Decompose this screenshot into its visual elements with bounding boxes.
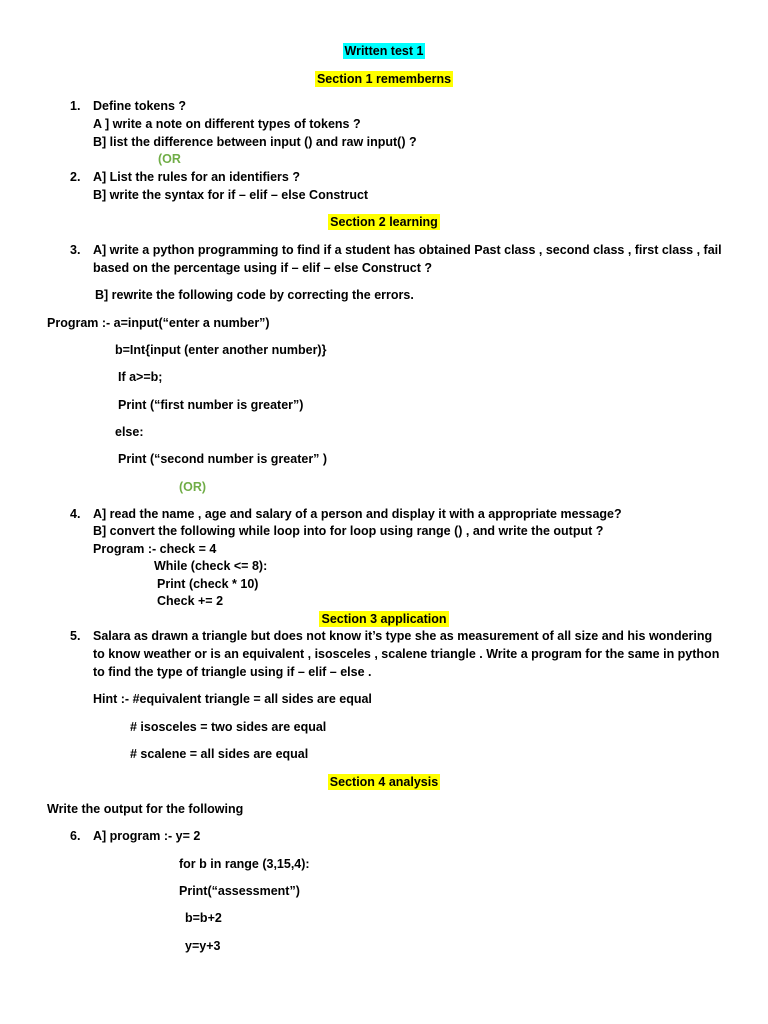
code-line: If a>=b; [118, 370, 163, 384]
question-part-a: A] read the name , age and salary of a person and display it with a appropriate message? [93, 507, 622, 521]
section-2-heading [0, 214, 768, 230]
question-number: 2. [70, 170, 81, 184]
page-title [0, 43, 768, 59]
question-part-b: B] rewrite the following code by correcting the errors. [95, 288, 414, 302]
hint-line: # scalene = all sides are equal [130, 747, 309, 761]
or-label: (OR) [179, 480, 207, 494]
question-number: 1. [70, 99, 81, 113]
code-line: Program :- a=input(“enter a number”) [47, 316, 270, 330]
section-3-heading [0, 611, 768, 627]
question-part-b: B] list the difference between input () and raw input() ? [93, 135, 417, 149]
section-heading-text: Section 1 rememberns [316, 72, 452, 86]
question-part-b: B] convert the following while loop into for loop using range () , and write the output ? [93, 524, 604, 538]
code-line: b=Int{input (enter another number)} [115, 343, 327, 357]
question-number: 5. [70, 629, 81, 643]
code-line: for b in range (3,15,4): [179, 857, 310, 871]
hint-line: Hint :- #equivalent triangle = all sides are equal [93, 692, 372, 706]
code-line: A] program :- y= 2 [93, 829, 201, 843]
code-line: Check += 2 [157, 594, 224, 608]
section-heading-text: Section 3 application [321, 612, 447, 626]
section-heading-text: Section 2 learning [330, 215, 438, 229]
hint-line: # isosceles = two sides are equal [130, 720, 327, 734]
question-text: to know weather or is an equivalent , isosceles , scalene triangle . Write a program for the same in python [93, 647, 720, 661]
instruction-text: Write the output for the following [47, 802, 244, 816]
section-4-heading [0, 774, 768, 790]
question-text: to find the type of triangle using if – elif – else . [93, 665, 372, 679]
question-part-b: B] write the syntax for if – elif – else Construct [93, 188, 369, 202]
question-number: 4. [70, 507, 81, 521]
question-number: 6. [70, 829, 81, 843]
question-text: Salara as drawn a triangle but does not know it’s type she as measurement of all size and his wondering [93, 629, 713, 643]
code-line: b=b+2 [185, 911, 222, 925]
code-line: else: [115, 425, 144, 439]
code-line: Program :- check = 4 [93, 542, 217, 556]
code-line: y=y+3 [185, 939, 221, 953]
question-part-a: A ] write a note on different types of tokens ? [93, 117, 361, 131]
question-part-a: A] write a python programming to find if a student has obtained Past class , second class , first class , fail [93, 243, 722, 257]
code-line: Print (check * 10) [157, 577, 259, 591]
question-number: 3. [70, 243, 81, 257]
code-line: Print(“assessment”) [179, 884, 300, 898]
section-heading-text: Section 4 analysis [329, 775, 439, 789]
question-text: Define tokens ? [93, 99, 187, 113]
code-line: Print (“first number is greater”) [118, 398, 304, 412]
page-title-text: Written test 1 [344, 44, 424, 58]
code-line: Print (“second number is greater” ) [118, 452, 328, 466]
question-part-a-cont: based on the percentage using if – elif – else Construct ? [93, 261, 432, 275]
code-line: While (check <= 8): [154, 559, 268, 573]
question-part-a: A] List the rules for an identifiers ? [93, 170, 300, 184]
or-label: (OR [158, 152, 181, 166]
section-1-heading [0, 71, 768, 87]
